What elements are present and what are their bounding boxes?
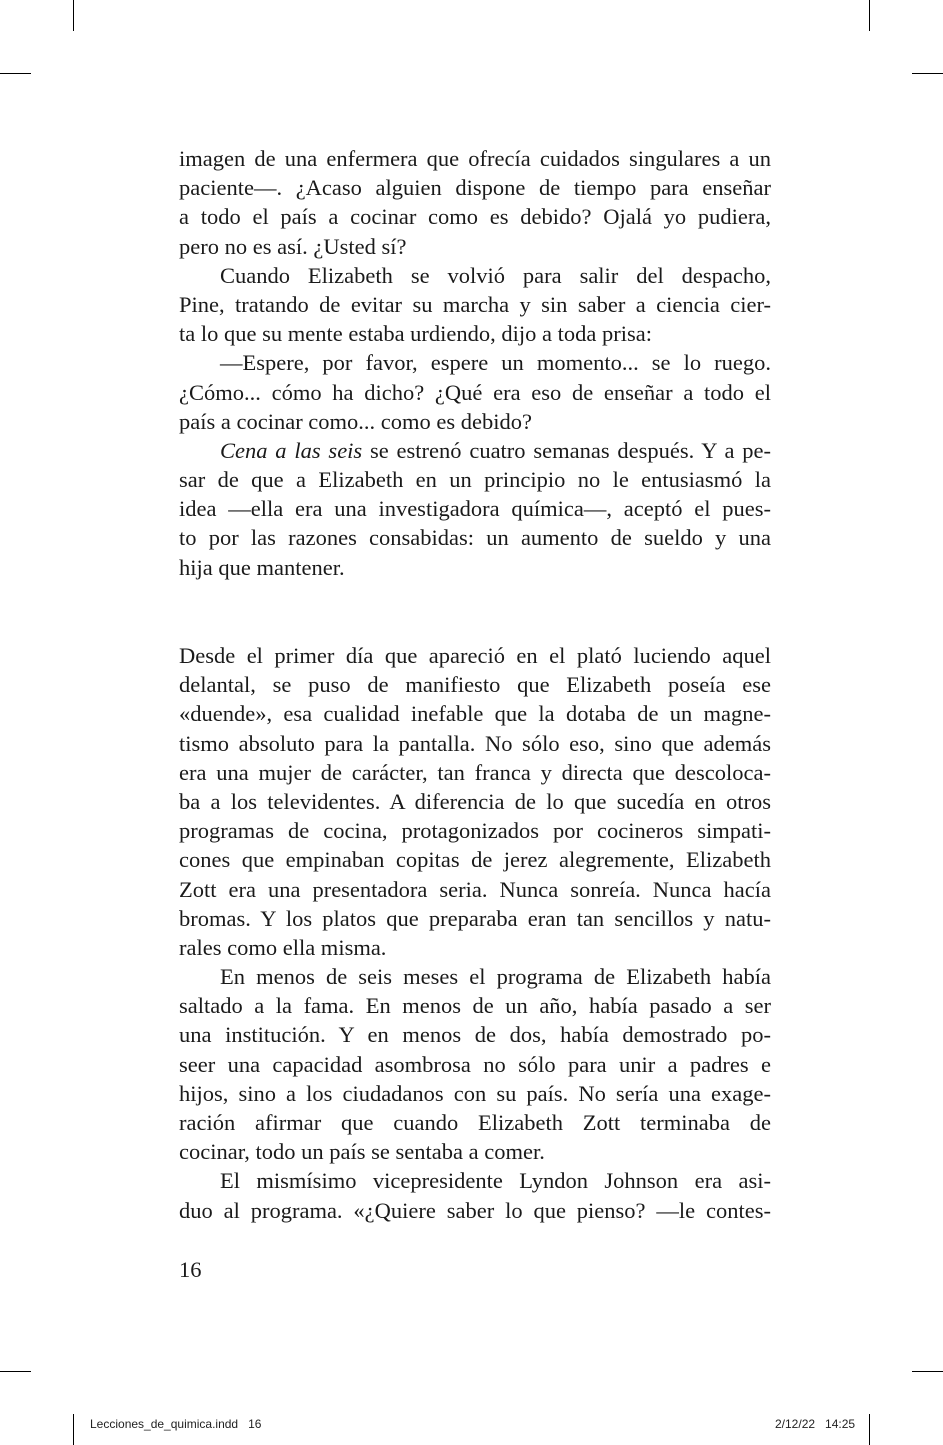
text-line: seer una capacidad asombrosa no sólo para unir a padres e — [179, 1051, 771, 1077]
text-line: Cuando Elizabeth se volvió para salir del despacho, — [220, 262, 771, 288]
text-line: Desde el primer día que apareció en el plató luciendo aquel — [179, 643, 771, 668]
text-line: una institución. Y en menos de dos, había demostrado po- — [179, 1022, 771, 1048]
text-line: hijos, sino a los ciudadanos con su país. No sería una exage- — [179, 1080, 771, 1106]
text-block-1 — [179, 144, 771, 582]
text-line: paciente—. ¿Acaso alguien dispone de tiempo para enseñar — [179, 175, 771, 201]
text-line: pero no es así. ¿Usted sí? — [179, 233, 407, 259]
text-line: ba a los televidentes. A diferencia de lo que sucedía en otros — [179, 788, 771, 814]
crop-mark-top-right — [869, 0, 870, 31]
text-line: Zott era una presentadora seria. Nunca sonreía. Nunca hacía — [179, 876, 771, 902]
cena-line-rest: se estrenó cuatro semanas después. Y a pe- — [362, 437, 771, 463]
crop-mark-top-left — [73, 0, 74, 31]
paragraph-lines — [179, 641, 771, 1225]
page-number: 16 — [179, 1257, 202, 1282]
text-line: duo al programa. «¿Quiere saber lo que pienso? —le contes- — [179, 1197, 771, 1223]
crop-mark-right-bottom — [912, 1371, 943, 1372]
crop-mark-right-top — [912, 73, 943, 74]
text-line: ta lo que su mente estaba urdiendo, dijo a toda prisa: — [179, 321, 652, 347]
crop-mark-left-top — [0, 73, 31, 74]
text-line: El mismísimo vicepresidente Lyndon Johnson era asi- — [220, 1168, 771, 1194]
text-line: En menos de seis meses el programa de Elizabeth había — [220, 964, 771, 990]
text-line: programas de cocina, protagonizados por cocineros simpati- — [179, 818, 771, 844]
text-line: imagen de una enfermera que ofrecía cuidados singulares a un — [179, 146, 771, 171]
crop-mark-bottom-right — [869, 1414, 870, 1445]
text-line: rales como ella misma. — [179, 934, 387, 960]
text-line: era una mujer de carácter, tan franca y directa que descoloca- — [179, 759, 771, 785]
slug-filename: Lecciones_de_quimica.indd 16 — [90, 1417, 262, 1431]
crop-mark-bottom-left — [73, 1414, 74, 1445]
slug-date: 2/12/22 14:25 — [775, 1417, 856, 1431]
text-line: tismo absoluto para la pantalla. No sólo eso, sino que además — [179, 730, 771, 756]
text-line: bromas. Y los platos que preparaba eran tan sencillos y natu- — [179, 905, 771, 931]
cena-line — [179, 436, 771, 465]
crop-mark-left-bottom — [0, 1371, 31, 1372]
text-line: a todo el país a cocinar como es debido? Ojalá yo pudiera, — [179, 204, 771, 230]
text-line: sar de que a Elizabeth en un principio no le entusiasmó la — [179, 467, 771, 493]
text-line: delantal, se puso de manifiesto que Elizabeth poseía ese — [179, 672, 771, 698]
paragraph-lines — [179, 144, 771, 436]
text-line: saltado a la fama. En menos de un año, había pasado a ser — [179, 993, 771, 1019]
text-line: idea —ella era una investigadora química—, aceptó el pues- — [179, 496, 771, 522]
program-title-italic: Cena a las seis — [220, 437, 363, 463]
text-line: «duende», esa cualidad inefable que la dotaba de un magne- — [179, 701, 771, 727]
text-block-2 — [179, 641, 771, 1225]
text-line: —Espere, por favor, espere un momento... se lo ruego. — [220, 350, 771, 376]
paragraph-lines — [179, 465, 771, 582]
text-line: to por las razones consabidas: un aumento de sueldo y una — [179, 525, 771, 551]
text-line: cones que empinaban copitas de jerez alegremente, Elizabeth — [179, 847, 771, 873]
text-line: hija que mantener. — [179, 554, 345, 580]
text-line: Pine, tratando de evitar su marcha y sin saber a ciencia cier- — [179, 291, 771, 317]
text-line: país a cocinar como... como es debido? — [179, 408, 533, 434]
text-line: ración afirmar que cuando Elizabeth Zott terminaba de — [179, 1110, 771, 1135]
text-line: ¿Cómo... cómo ha dicho? ¿Qué era eso de enseñar a todo el — [179, 379, 771, 405]
text-line: cocinar, todo un país se sentaba a comer. — [179, 1139, 545, 1165]
